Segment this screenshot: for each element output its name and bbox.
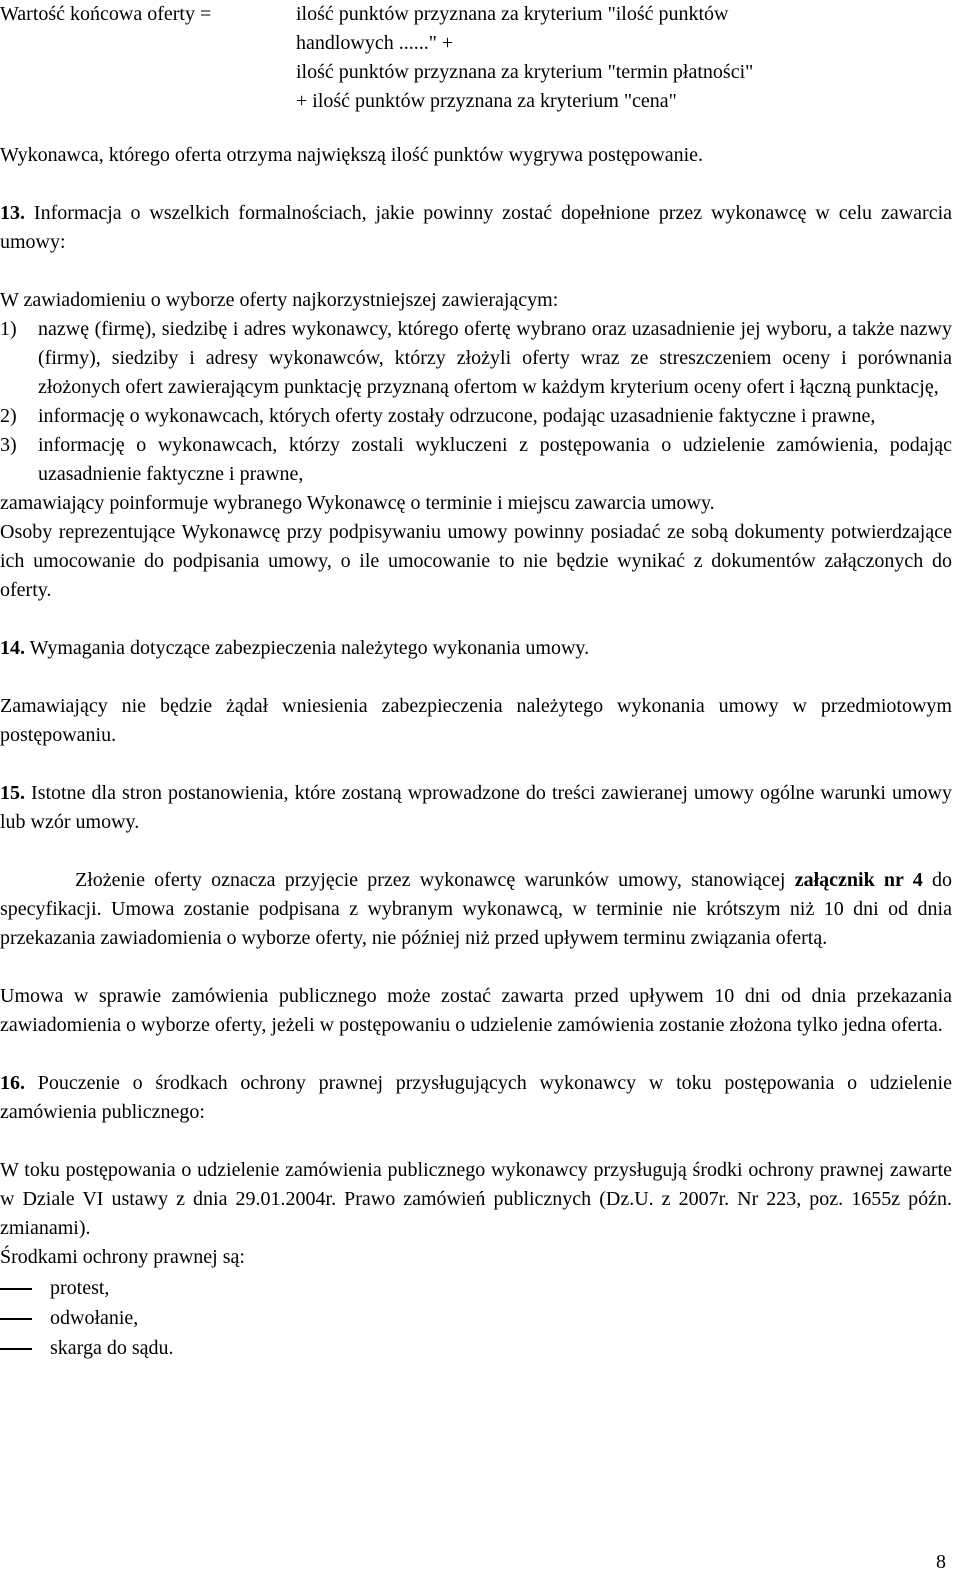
winner-text: Wykonawca, którego oferta otrzyma największą ilość punktów wygrywa postępowanie. — [0, 144, 704, 166]
list-item — [0, 1334, 952, 1363]
section-15-heading — [0, 779, 952, 837]
list-item-number: 1) — [0, 318, 17, 340]
list-item — [0, 402, 952, 431]
dash-bullet-icon — [0, 1274, 50, 1303]
formula-line: ilość punktów przyznana za kryterium "termin płatności" — [296, 61, 754, 83]
formula-line: + ilość punktów przyznana za kryterium "cena" — [296, 90, 677, 112]
section-title: Informacja o wszelkich formalnościach, jakie powinny zostać dopełnione przez wykonawcę w celu zawarcia umowy: — [0, 202, 952, 253]
formula-line: handlowych ......" + — [296, 32, 454, 54]
dash-bullet-icon — [0, 1334, 50, 1363]
list-item-text: nazwę (firmę), siedzibę i adres wykonawcy, którego ofertę wybrano oraz uzasadnienie jej wyboru, a także nazwy (firmy), siedziby i adresy wykonawców, którzy złożyli oferty wraz ze streszczeniem oceny i porównania złożonych ofert zawierającym punktację przyznaną ofertom w każdym kryterium oceny ofert i łączną punktację, — [38, 318, 952, 398]
list-item — [0, 315, 952, 402]
formula-line: ilość punktów przyznana za kryterium "ilość punktów — [296, 3, 729, 25]
list-item-text: skarga do sądu. — [50, 1337, 174, 1359]
section-14-heading — [0, 634, 952, 663]
list-item-text: odwołanie, — [50, 1307, 139, 1329]
section-14-body: Zamawiający nie będzie żądał wniesienia zabezpieczenia należytego wykonania umowy w przedmiotowym postępowaniu. — [0, 695, 952, 746]
section-16-body: W toku postępowania o udzielenie zamówienia publicznego wykonawcy przysługują środki ochrony prawnej zawarte w Dziale VI ustawy z dnia 29.01.2004r. Prawo zamówień publicznych (Dz.U. z 2007r. Nr 223, poz. 1655z późn. zmianami). — [0, 1159, 952, 1239]
section-title: Wymagania dotyczące zabezpieczenia należytego wykonania umowy. — [29, 637, 590, 659]
section-title: Pouczenie o środkach ochrony prawnej przysługujących wykonawcy w toku postępowania o udzielenie zamówienia publicznego: — [0, 1072, 952, 1123]
section-16-heading — [0, 1069, 952, 1127]
page-number: 8 — [936, 1551, 946, 1573]
section-15-paragraph-1 — [0, 866, 952, 953]
section-number: 14. — [0, 637, 25, 659]
section-13-after-items: zamawiający poinformuje wybranego Wykonawcę o terminie i miejscu zawarcia umowy. — [0, 492, 715, 514]
list-item — [0, 431, 952, 489]
dash-bullet-icon — [0, 1304, 50, 1333]
section-title: Istotne dla stron postanowienia, które zostaną wprowadzone do treści zawieranej umowy ogólne warunki umowy lub wzór umowy. — [0, 782, 953, 833]
paragraph-text: do specyfikacji. Umowa zostanie podpisana z wybranym wykonawcą, w terminie nie krótszym niż 10 dni od dnia przekazania zawiadomienia o wyborze oferty, nie później niż przed upływem terminu związania ofertą. — [0, 869, 953, 949]
section-number: 15. — [0, 782, 25, 804]
list-item-number: 2) — [0, 405, 17, 427]
section-number: 13. — [0, 202, 25, 224]
list-item-text: informację o wykonawcach, których oferty zostały odrzucone, podając uzasadnienie faktyczne i prawne, — [38, 405, 876, 427]
list-item-text: protest, — [50, 1277, 110, 1299]
section-16-list-intro: Środkami ochrony prawnej są: — [0, 1246, 245, 1268]
section-number: 16. — [0, 1072, 25, 1094]
section-13-persons: Osoby reprezentujące Wykonawcę przy podpisywaniu umowy powinny posiadać ze sobą dokumenty potwierdzające ich umocowanie do podpisania umowy, o ile umocowanie to nie będzie wynikać z dokumentów załączonych do oferty. — [0, 521, 952, 601]
list-item-number: 3) — [0, 434, 17, 456]
attachment-reference: załącznik nr 4 — [794, 869, 923, 891]
final-value-formula — [0, 0, 952, 116]
section-13-intro: W zawiadomieniu o wyborze oferty najkorzystniejszej zawierającym: — [0, 289, 559, 311]
list-item — [0, 1274, 952, 1303]
list-item-text: informację o wykonawcach, którzy zostali wykluczeni z postępowania o udzielenie zamówienia, podając uzasadnienie faktyczne i prawne, — [38, 434, 952, 485]
list-item — [0, 1304, 952, 1333]
section-13-heading — [0, 199, 952, 257]
formula-label: Wartość końcowa oferty = — [0, 3, 212, 25]
section-15-paragraph-2: Umowa w sprawie zamówienia publicznego może zostać zawarta przed upływem 10 dni od dnia przekazania zawiadomienia o wyborze oferty, jeżeli w postępowaniu o udzielenie zamówienia zostanie złożona tylko jedna oferta. — [0, 985, 952, 1036]
paragraph-text: Złożenie oferty oznacza przyjęcie przez wykonawcę warunków umowy, stanowiącej — [75, 869, 795, 891]
